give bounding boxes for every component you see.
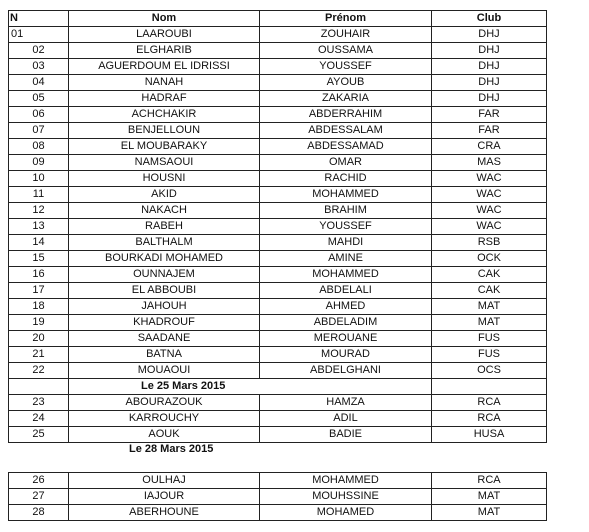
cell-nom: RABEH [69,219,260,235]
cell-prenom: MOHAMED [260,505,432,521]
cell-club: MAT [432,489,547,505]
table-row [9,331,547,347]
cell-number: 02 [9,43,69,59]
cell-number: 08 [9,139,69,155]
cell-prenom: MOURAD [260,347,432,363]
cell-number: 28 [9,505,69,521]
cell-number: 05 [9,91,69,107]
cell-club: DHJ [432,91,547,107]
cell-club: RCA [432,395,547,411]
cell-club: HUSA [432,427,547,443]
cell-nom: LAAROUBI [69,27,260,43]
header-prenom: Prénom [260,11,432,27]
cell-prenom: OUSSAMA [260,43,432,59]
cell-club: WAC [432,171,547,187]
cell-nom: IAJOUR [69,489,260,505]
header-nom: Nom [69,11,260,27]
cell-nom: EL ABBOUBI [69,283,260,299]
cell-number: 17 [9,283,69,299]
cell-nom: NAMSAOUI [69,155,260,171]
cell-club: DHJ [432,59,547,75]
table-row [9,43,547,59]
cell-number: 26 [9,473,69,489]
cell-nom: SAADANE [69,331,260,347]
table-row [9,473,547,489]
cell-club: CAK [432,267,547,283]
cell-nom: KHADROUF [69,315,260,331]
cell-prenom: ABDELALI [260,283,432,299]
table-row [9,315,547,331]
cell-prenom: ADIL [260,411,432,427]
cell-club: FAR [432,107,547,123]
table-row [9,267,547,283]
cell-nom: ABERHOUNE [69,505,260,521]
table-row [9,171,547,187]
table-row [9,107,547,123]
cell-nom: BOURKADI MOHAMED [69,251,260,267]
cell-club: WAC [432,219,547,235]
table-row [9,27,547,43]
date-row-blank [9,379,69,395]
cell-prenom: OMAR [260,155,432,171]
cell-prenom: BADIE [260,427,432,443]
cell-nom: OULHAJ [69,473,260,489]
cell-club: WAC [432,203,547,219]
cell-club: RSB [432,235,547,251]
cell-prenom: MOHAMMED [260,267,432,283]
cell-number: 11 [9,187,69,203]
date-row [9,379,547,395]
cell-prenom: MOUHSSINE [260,489,432,505]
table-row [9,203,547,219]
table-row [9,299,547,315]
cell-number: 07 [9,123,69,139]
cell-club: DHJ [432,43,547,59]
cell-nom: AGUERDOUM EL IDRISSI [69,59,260,75]
cell-prenom: HAMZA [260,395,432,411]
cell-nom: BALTHALM [69,235,260,251]
cell-club: DHJ [432,27,547,43]
cell-nom: HOUSNI [69,171,260,187]
date-heading-2: Le 28 Mars 2015 [129,443,214,455]
players-table-2 [8,472,547,521]
cell-club: MAS [432,155,547,171]
cell-prenom: ZAKARIA [260,91,432,107]
cell-club: MAT [432,299,547,315]
cell-prenom: ABDELADIM [260,315,432,331]
cell-club: RCA [432,473,547,489]
cell-number: 01 [9,27,69,43]
cell-number: 09 [9,155,69,171]
cell-number: 19 [9,315,69,331]
cell-number: 16 [9,267,69,283]
cell-nom: NAKACH [69,203,260,219]
cell-number: 06 [9,107,69,123]
cell-number: 25 [9,427,69,443]
table-row [9,75,547,91]
cell-nom: KARROUCHY [69,411,260,427]
cell-prenom: ABDESSALAM [260,123,432,139]
cell-prenom: BRAHIM [260,203,432,219]
table-header-row [9,11,547,27]
cell-number: 21 [9,347,69,363]
cell-nom: NANAH [69,75,260,91]
table-row [9,347,547,363]
table-row [9,123,547,139]
cell-prenom: AYOUB [260,75,432,91]
cell-club: DHJ [432,75,547,91]
cell-prenom: MAHDI [260,235,432,251]
cell-prenom: RACHID [260,171,432,187]
cell-nom: JAHOUH [69,299,260,315]
cell-number: 22 [9,363,69,379]
cell-club: RCA [432,411,547,427]
cell-club: OCS [432,363,547,379]
cell-number: 23 [9,395,69,411]
table-row [9,505,547,521]
table-row [9,395,547,411]
cell-number: 15 [9,251,69,267]
cell-nom: ABOURAZOUK [69,395,260,411]
table-row [9,251,547,267]
cell-nom: MOUAOUI [69,363,260,379]
cell-prenom: ABDERRAHIM [260,107,432,123]
cell-number: 24 [9,411,69,427]
cell-club: CAK [432,283,547,299]
cell-club: MAT [432,315,547,331]
cell-club: FUS [432,347,547,363]
cell-prenom: ABDESSAMAD [260,139,432,155]
cell-prenom: AMINE [260,251,432,267]
date-row-blank [432,379,547,395]
table-row [9,219,547,235]
cell-number: 20 [9,331,69,347]
cell-nom: HADRAF [69,91,260,107]
table-row [9,283,547,299]
cell-number: 12 [9,203,69,219]
cell-nom: ELGHARIB [69,43,260,59]
table-row [9,363,547,379]
cell-prenom: YOUSSEF [260,219,432,235]
cell-prenom: AHMED [260,299,432,315]
cell-number: 27 [9,489,69,505]
cell-nom: BATNA [69,347,260,363]
cell-number: 03 [9,59,69,75]
cell-prenom: MOHAMMED [260,187,432,203]
cell-number: 13 [9,219,69,235]
cell-nom: ACHCHAKIR [69,107,260,123]
date-heading-1: Le 25 Mars 2015 [69,379,432,395]
table-row [9,91,547,107]
cell-club: MAT [432,505,547,521]
cell-nom: OUNNAJEM [69,267,260,283]
cell-nom: BENJELLOUN [69,123,260,139]
table-row [9,427,547,443]
cell-prenom: MOHAMMED [260,473,432,489]
cell-prenom: YOUSSEF [260,59,432,75]
cell-prenom: ABDELGHANI [260,363,432,379]
header-n: N [9,11,69,27]
cell-prenom: ZOUHAIR [260,27,432,43]
cell-club: CRA [432,139,547,155]
cell-number: 04 [9,75,69,91]
table-row [9,187,547,203]
cell-nom: EL MOUBARAKY [69,139,260,155]
cell-club: WAC [432,187,547,203]
cell-nom: AKID [69,187,260,203]
table-row [9,235,547,251]
header-club: Club [432,11,547,27]
table-row [9,59,547,75]
players-table [8,10,547,443]
table-row [9,489,547,505]
cell-number: 14 [9,235,69,251]
cell-club: FUS [432,331,547,347]
cell-nom: AOUK [69,427,260,443]
table-row [9,411,547,427]
cell-number: 18 [9,299,69,315]
table-row [9,139,547,155]
cell-prenom: MEROUANE [260,331,432,347]
cell-number: 10 [9,171,69,187]
cell-club: OCK [432,251,547,267]
table-row [9,155,547,171]
cell-club: FAR [432,123,547,139]
